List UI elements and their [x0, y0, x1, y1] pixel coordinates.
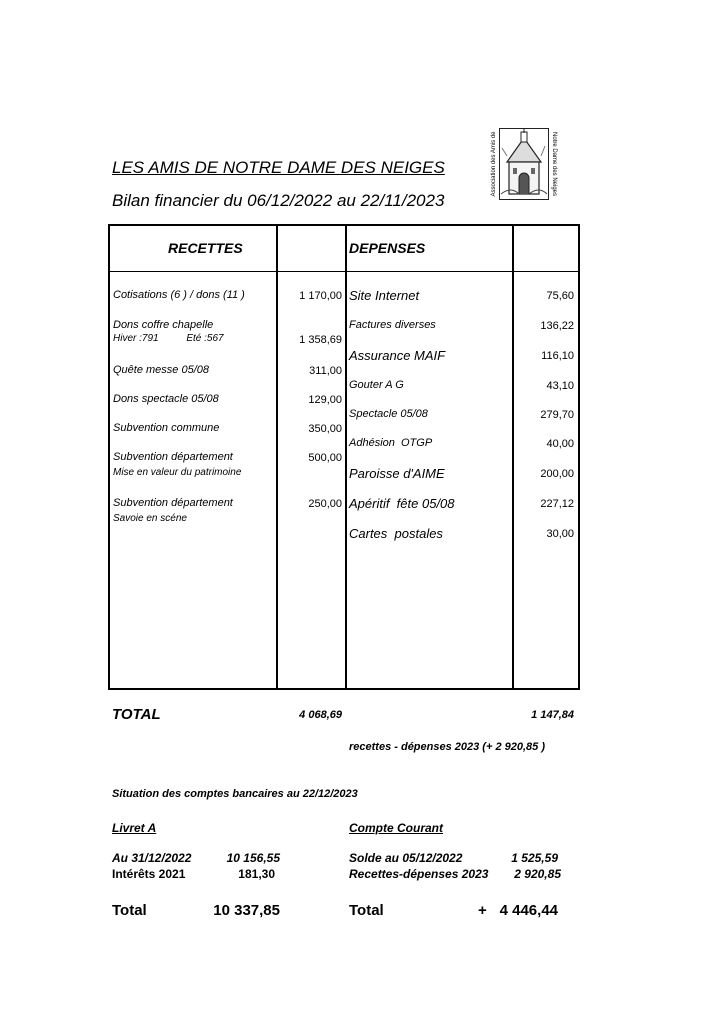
logo-right-text: Notre Dame des Neiges [551, 131, 557, 197]
courant-row-label: Solde au 05/12/2022 [349, 851, 463, 865]
logo-left-text: Association des Amis de [491, 131, 497, 197]
table-divider [345, 226, 347, 688]
total-label: TOTAL [112, 706, 161, 723]
livret-row-label: Intérêts 2021 [112, 867, 186, 881]
depense-amount: 75,60 [546, 290, 574, 302]
recettes-header: RECETTES [168, 240, 243, 256]
livret-row-label: Au 31/12/2022 [112, 851, 192, 865]
chapel-icon [499, 128, 549, 200]
depense-label: Apéritif fête 05/08 [349, 496, 455, 511]
recette-label: Subvention commune [113, 422, 220, 434]
depense-amount: 227,12 [540, 498, 574, 510]
recette-label: Dons spectacle 05/08 [113, 393, 219, 405]
recette-amount: 350,00 [308, 423, 342, 435]
depenses-total: 1 147,84 [531, 709, 574, 721]
livret-title: Livret A [112, 821, 157, 835]
bank-heading: Situation des comptes bancaires au 22/12/2023 [112, 788, 358, 800]
recette-label: Quête messe 05/08 [113, 364, 210, 376]
recette-amount: 1 358,69 [299, 334, 342, 346]
depense-label: Adhésion OTGP [349, 437, 433, 449]
depense-amount: 30,00 [546, 528, 574, 540]
page-subtitle: Bilan financier du 06/12/2022 au 22/11/2023 [112, 191, 445, 210]
depense-label: Site Internet [349, 288, 420, 303]
livret-total-label: Total [112, 902, 147, 919]
recette-amount: 311,00 [309, 365, 342, 377]
recette-sublabel: Savoie en scéne [113, 513, 187, 524]
table-divider [512, 226, 514, 688]
recette-label: Dons coffre chapelle [113, 319, 214, 331]
depenses-header: DEPENSES [349, 240, 426, 256]
recette-amount: 250,00 [308, 498, 342, 510]
recette-sublabel: Mise en valeur du patrimoine [113, 467, 242, 478]
association-logo [490, 126, 560, 202]
depense-label: Factures diverses [349, 319, 436, 331]
livret-row-value: 10 156,55 [226, 851, 280, 865]
depense-label: Gouter A G [349, 379, 404, 391]
recette-sublabel: Hiver :791 Eté :567 [113, 333, 224, 344]
depense-label: Paroisse d'AIME [349, 466, 445, 481]
courant-row-label: Recettes-dépenses 2023 [349, 867, 489, 881]
courant-row-value: 1 525,59 [511, 851, 558, 865]
courant-total-label: Total [349, 902, 384, 919]
recette-amount: 500,00 [308, 452, 342, 464]
depense-amount: 43,10 [546, 380, 574, 392]
recette-amount: 129,00 [308, 394, 342, 406]
courant-row-value: 2 920,85 [514, 867, 561, 881]
depense-amount: 200,00 [540, 468, 574, 480]
depense-label: Spectacle 05/08 [349, 408, 428, 420]
depense-amount: 136,22 [540, 320, 574, 332]
depense-label: Cartes postales [349, 526, 443, 541]
livret-total-value: 10 337,85 [213, 902, 280, 919]
courant-title: Compte Courant [349, 821, 443, 835]
recette-amount: 1 170,00 [299, 290, 342, 302]
depense-amount: 116,10 [541, 350, 574, 362]
financial-table [108, 224, 580, 690]
courant-total-value: 4 446,44 [499, 902, 558, 919]
depense-amount: 40,00 [546, 438, 574, 450]
table-divider [276, 226, 278, 688]
recette-label: Cotisations (6 ) / dons (11 ) [113, 289, 245, 301]
difference-text: recettes - dépenses 2023 (+ 2 920,85 ) [349, 741, 545, 753]
depense-label: Assurance MAIF [349, 348, 446, 363]
recettes-total: 4 068,69 [299, 709, 342, 721]
recette-label: Subvention département [113, 451, 233, 463]
page-title: LES AMIS DE NOTRE DAME DES NEIGES [112, 158, 445, 177]
table-header-divider [110, 271, 578, 272]
depense-amount: 279,70 [540, 409, 574, 421]
recette-label: Subvention département [113, 497, 233, 509]
livret-row-value: 181,30 [238, 867, 275, 881]
courant-total-sign: + [478, 902, 487, 919]
